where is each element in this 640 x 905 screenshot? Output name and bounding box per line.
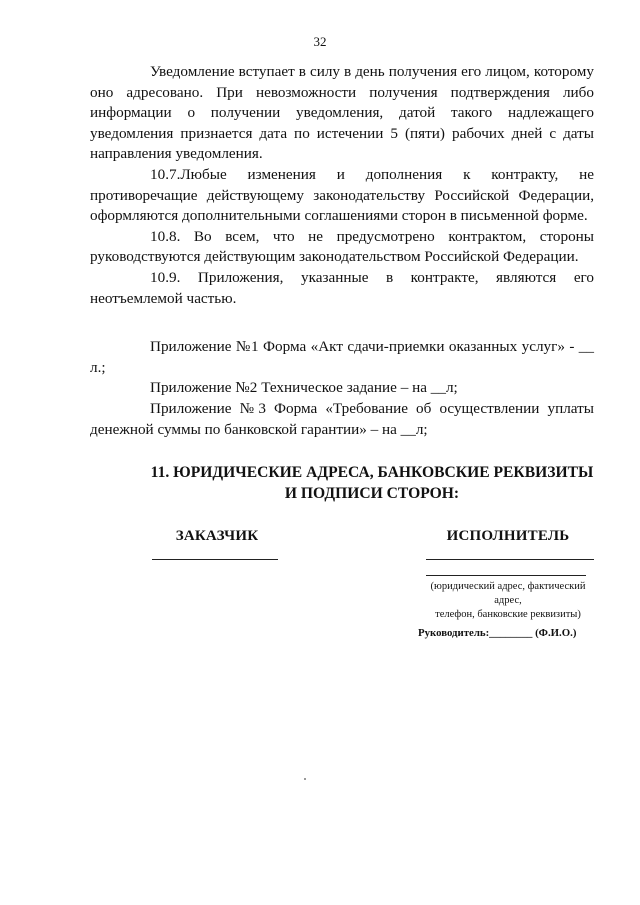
scan-dot [304, 778, 306, 780]
appendix-1: Приложение №1 Форма «Акт сдачи-приемки оказанных услуг» - __ л.; [90, 338, 594, 376]
appendix-3: Приложение №3 Форма «Требование об осуществлении уплаты денежной суммы по банковской гарантии» – на __л; [90, 399, 594, 438]
section-title-line2: И ПОДПИСИ СТОРОН: [284, 485, 460, 503]
section-title-line1: 11. ЮРИДИЧЕСКИЕ АДРЕСА, БАНКОВСКИЕ РЕКВИЗИТЫ [150, 464, 594, 482]
contractor-block [418, 526, 598, 643]
appendix-2: Приложение №2 Техническое задание – на __л; [150, 379, 458, 397]
contractor-caption-line2: адрес, [494, 594, 522, 606]
contractor-heading: ИСПОЛНИТЕЛЬ [446, 528, 570, 545]
page-number: 32 [313, 34, 327, 49]
contractor-caption-line3: телефон, банковские реквизиты) [435, 608, 581, 620]
contractor-address-line [426, 575, 586, 576]
paragraph-10-7: 10.7.Любые изменения и дополнения к контракту, не противоречащие действующему законодательству Российской Федерации, оформляются дополнительными соглашениями сторон в письменной форме. [90, 165, 594, 225]
paragraph-notice: Уведомление вступает в силу в день получения его лицом, которому оно адресовано. При невозможности получения подтверждения либо информации о получении уведомления, датой такого надлежащего уведомления признается дата по истечении 5 (пяти) рабочих дней с даты направления уведомления. [90, 63, 594, 163]
customer-signature-line [152, 559, 278, 560]
parties-block [90, 526, 594, 676]
paragraph-10-9: 10.9. Приложения, указанные в контракте, являются его неотъемлемой частью. [90, 268, 594, 307]
contractor-caption [418, 580, 598, 622]
paragraph-10-8: 10.8. Во всем, что не предусмотрено контрактом, стороны руководствуются действующим законодательством Российской Федерации. [90, 227, 594, 266]
section-title [90, 462, 594, 504]
spacer [90, 309, 594, 337]
contractor-caption-line1: (юридический адрес, фактический [430, 580, 586, 592]
contractor-signer: Руководитель:________ (Ф.И.О.) [418, 626, 577, 639]
contractor-name-line [426, 559, 594, 560]
document-body [90, 62, 594, 676]
customer-heading: ЗАКАЗЧИК [175, 528, 259, 545]
customer-block [152, 526, 342, 560]
